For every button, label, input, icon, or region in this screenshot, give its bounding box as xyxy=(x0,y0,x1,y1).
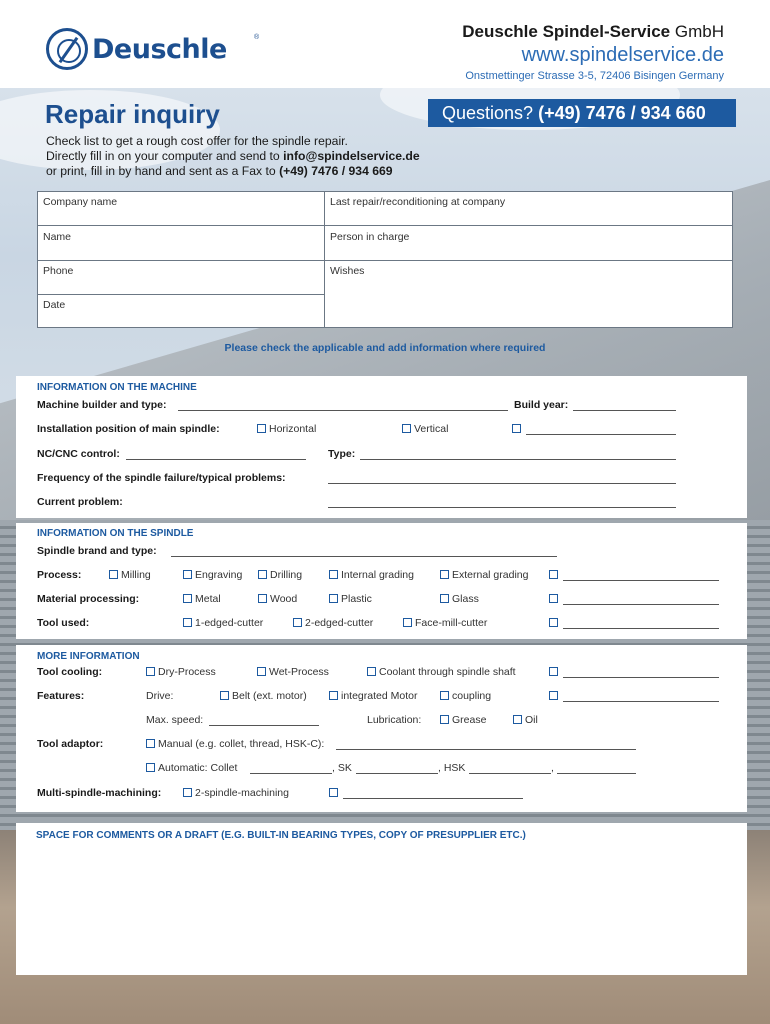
current-problem-label: Current problem: xyxy=(37,496,123,508)
wood-checkbox[interactable] xyxy=(258,594,267,603)
other-cooling-checkbox[interactable] xyxy=(549,667,558,676)
internal-grading-label: Internal grading xyxy=(341,569,414,581)
spindle-panel xyxy=(16,523,747,639)
two-spindle-checkbox[interactable] xyxy=(183,788,192,797)
intro-line-1: Check list to get a rough cost offer for the spindle repair. xyxy=(46,134,348,148)
max-speed-label: Max. speed: xyxy=(146,714,204,726)
installation-label: Installation position of main spindle: xyxy=(37,423,220,435)
person-in-charge-field[interactable]: Person in charge xyxy=(330,231,410,243)
vertical-label: Vertical xyxy=(414,423,449,435)
company-suffix: GmbH xyxy=(674,22,724,41)
type-label: Type: xyxy=(328,448,356,460)
drive-label: Drive: xyxy=(146,690,174,702)
more-info-panel xyxy=(16,645,747,812)
lubrication-label: Lubrication: xyxy=(367,714,422,726)
material-label: Material processing: xyxy=(37,593,140,605)
drilling-label: Drilling xyxy=(270,569,303,581)
external-grading-checkbox[interactable] xyxy=(440,570,449,579)
horizontal-checkbox[interactable] xyxy=(257,424,266,433)
logo-text: Deuschle xyxy=(92,33,227,65)
face-mill-label: Face-mill-cutter xyxy=(415,617,488,629)
metal-label: Metal xyxy=(195,593,221,605)
instruction-text: Please check the applicable and add information where required xyxy=(224,342,546,354)
questions-label: Questions? xyxy=(442,103,534,123)
one-edged-label: 1-edged-cutter xyxy=(195,617,264,629)
oil-checkbox[interactable] xyxy=(513,715,522,724)
company-name xyxy=(462,22,724,42)
company-name-field[interactable]: Company name xyxy=(43,196,118,208)
spindle-brand-label: Spindle brand and type: xyxy=(37,545,157,557)
phone-field[interactable]: Phone xyxy=(43,265,74,277)
build-year-label: Build year: xyxy=(514,399,569,411)
nc-control-input[interactable] xyxy=(126,459,306,460)
divider xyxy=(38,260,732,261)
other-automatic-input[interactable] xyxy=(557,773,636,774)
intro-line-2 xyxy=(46,149,420,164)
horizontal-label: Horizontal xyxy=(269,423,317,435)
website-link[interactable]: www.spindelservice.de xyxy=(521,44,724,66)
hsk-input[interactable] xyxy=(469,773,551,774)
dry-process-label: Dry-Process xyxy=(158,666,216,678)
tool-adaptor-label: Tool adaptor: xyxy=(37,738,104,750)
intro-line-3-text: or print, fill in by hand and sent as a Fax to xyxy=(46,164,276,178)
grease-checkbox[interactable] xyxy=(440,715,449,724)
engraving-checkbox[interactable] xyxy=(183,570,192,579)
type-input[interactable] xyxy=(360,459,676,460)
milling-label: Milling xyxy=(121,569,151,581)
intro-line-3 xyxy=(46,164,420,179)
multi-spindle-label: Multi-spindle-machining: xyxy=(37,787,162,799)
tool-used-label: Tool used: xyxy=(37,617,90,629)
other-position-input[interactable] xyxy=(526,434,676,435)
other-tool-checkbox[interactable] xyxy=(549,618,558,627)
two-edged-label: 2-edged-cutter xyxy=(305,617,374,629)
machine-panel xyxy=(16,376,747,518)
other-process-checkbox[interactable] xyxy=(549,570,558,579)
machine-builder-label: Machine builder and type: xyxy=(37,399,167,411)
plastic-label: Plastic xyxy=(341,593,372,605)
milling-checkbox[interactable] xyxy=(109,570,118,579)
features-label: Features: xyxy=(37,690,85,702)
current-problem-input[interactable] xyxy=(328,507,676,508)
coolant-label: Coolant through spindle shaft xyxy=(379,666,516,678)
wishes-field[interactable]: Wishes xyxy=(330,265,365,277)
integrated-motor-checkbox[interactable] xyxy=(329,691,338,700)
belt-label: Belt (ext. motor) xyxy=(232,690,307,702)
frequency-label: Frequency of the spindle failure/typical problems: xyxy=(37,472,286,484)
page-title: Repair inquiry xyxy=(45,99,220,129)
fax-number: (+49) 7476 / 934 669 xyxy=(279,164,393,178)
email-link[interactable]: info@spindelservice.de xyxy=(283,149,420,163)
other-drive-checkbox[interactable] xyxy=(549,691,558,700)
other-material-checkbox[interactable] xyxy=(549,594,558,603)
frequency-input[interactable] xyxy=(328,483,676,484)
hsk-label: , HSK xyxy=(438,762,466,774)
nc-control-label: NC/CNC control: xyxy=(37,448,120,460)
other-drive-input[interactable] xyxy=(563,701,719,702)
other-multi-checkbox[interactable] xyxy=(329,788,338,797)
registered-mark: ® xyxy=(254,34,260,41)
plastic-checkbox[interactable] xyxy=(329,594,338,603)
comments-area[interactable] xyxy=(16,823,747,975)
more-info-section-title: MORE INFORMATION xyxy=(37,651,140,662)
contact-fields-box xyxy=(37,191,733,328)
collet-input[interactable] xyxy=(250,773,332,774)
two-spindle-label: 2-spindle-machining xyxy=(195,787,289,799)
other-multi-input[interactable] xyxy=(343,798,523,799)
glass-checkbox[interactable] xyxy=(440,594,449,603)
integrated-motor-label: integrated Motor xyxy=(341,690,418,702)
sk-label: , SK xyxy=(332,762,352,774)
logo-icon xyxy=(46,28,88,70)
spindle-brand-input[interactable] xyxy=(171,556,557,557)
max-speed-input[interactable] xyxy=(209,725,319,726)
other-cooling-input[interactable] xyxy=(563,677,719,678)
spindle-section-title: INFORMATION ON THE SPINDLE xyxy=(37,528,194,539)
engraving-label: Engraving xyxy=(195,569,243,581)
other-position-checkbox[interactable] xyxy=(512,424,521,433)
comments-title: SPACE FOR COMMENTS OR A DRAFT (E.G. BUILT-IN BEARING TYPES, COPY OF PRESUPPLIER ETC.) xyxy=(36,830,526,841)
vertical-checkbox[interactable] xyxy=(402,424,411,433)
divider xyxy=(38,225,732,226)
machine-builder-input[interactable] xyxy=(178,410,508,411)
wet-process-checkbox[interactable] xyxy=(257,667,266,676)
build-year-input[interactable] xyxy=(573,410,676,411)
automatic-adaptor-checkbox[interactable] xyxy=(146,763,155,772)
two-edged-checkbox[interactable] xyxy=(293,618,302,627)
intro-text xyxy=(46,134,420,179)
automatic-collet-label: Automatic: Collet xyxy=(158,762,238,774)
belt-checkbox[interactable] xyxy=(220,691,229,700)
date-field[interactable]: Date xyxy=(43,299,66,311)
one-edged-checkbox[interactable] xyxy=(183,618,192,627)
machine-section-title: INFORMATION ON THE MACHINE xyxy=(37,382,197,393)
metal-checkbox[interactable] xyxy=(183,594,192,603)
other-tool-input[interactable] xyxy=(563,628,719,629)
intro-line-2-text: Directly fill in on your computer and send to xyxy=(46,149,280,163)
wet-process-label: Wet-Process xyxy=(269,666,329,678)
questions-phone: (+49) 7476 / 934 660 xyxy=(538,103,706,123)
dry-process-checkbox[interactable] xyxy=(146,667,155,676)
wood-label: Wood xyxy=(270,593,298,605)
other-material-input[interactable] xyxy=(563,604,719,605)
manual-adaptor-label: Manual (e.g. collet, thread, HSK-C): xyxy=(158,738,325,750)
oil-label: Oil xyxy=(525,714,538,726)
glass-label: Glass xyxy=(452,593,479,605)
company-info xyxy=(462,22,724,82)
other-process-input[interactable] xyxy=(563,580,719,581)
company-logo xyxy=(46,28,260,70)
questions-banner xyxy=(428,99,736,127)
process-label: Process: xyxy=(37,569,82,581)
drilling-checkbox[interactable] xyxy=(258,570,267,579)
company-address: Onstmettinger Strasse 3-5, 72406 Bisingen Germany xyxy=(465,70,724,82)
coupling-label: coupling xyxy=(452,690,492,702)
last-repair-field[interactable]: Last repair/reconditioning at company xyxy=(330,196,506,208)
header xyxy=(0,0,770,88)
coolant-checkbox[interactable] xyxy=(367,667,376,676)
tool-cooling-label: Tool cooling: xyxy=(37,666,103,678)
internal-grading-checkbox[interactable] xyxy=(329,570,338,579)
sk-input[interactable] xyxy=(356,773,438,774)
name-field[interactable]: Name xyxy=(43,231,72,243)
manual-adaptor-input[interactable] xyxy=(336,749,636,750)
external-grading-label: External grading xyxy=(452,569,529,581)
divider xyxy=(38,294,324,295)
grease-label: Grease xyxy=(452,714,487,726)
comma-separator: , xyxy=(551,762,554,774)
coupling-checkbox[interactable] xyxy=(440,691,449,700)
face-mill-checkbox[interactable] xyxy=(403,618,412,627)
company-name-bold: Deuschle Spindel-Service xyxy=(462,22,671,41)
manual-adaptor-checkbox[interactable] xyxy=(146,739,155,748)
